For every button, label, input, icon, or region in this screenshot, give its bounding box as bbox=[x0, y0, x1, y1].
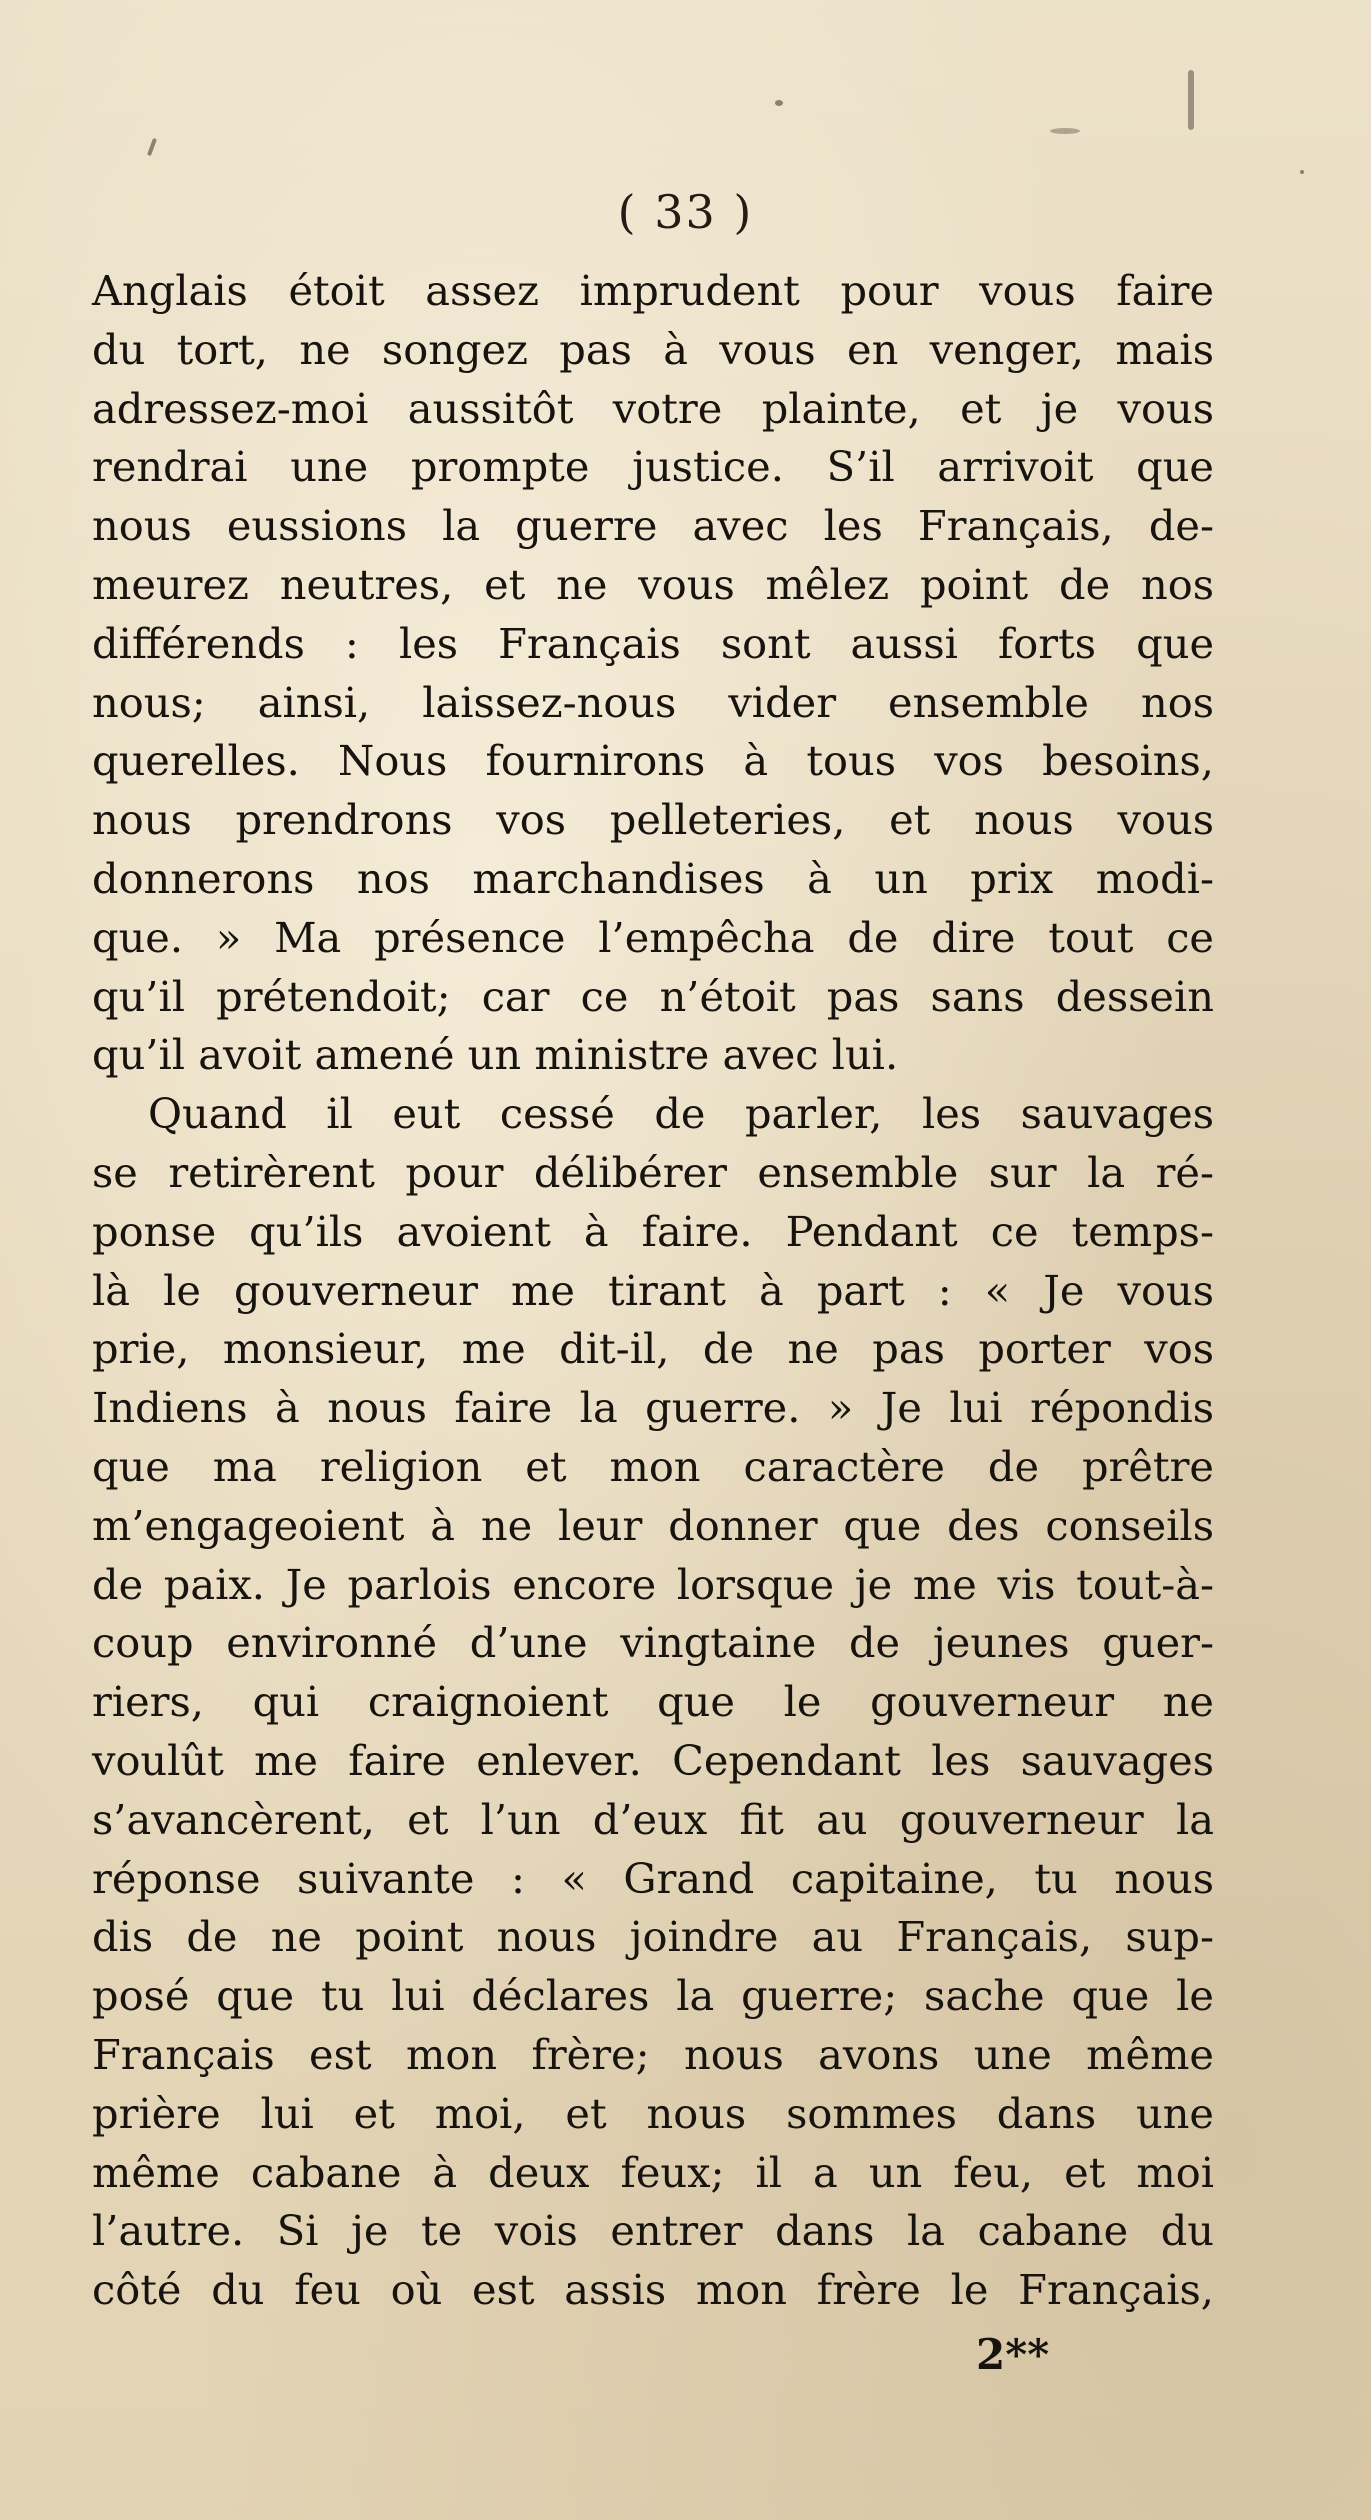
text-line: nous eussions la guerre avec les Français, de- bbox=[92, 501, 1214, 551]
text-line: donnerons nos marchandises à un prix modi- bbox=[92, 853, 1214, 903]
ink-speck bbox=[1188, 70, 1194, 130]
text-line: adressez-moi aussitôt votre plainte, et je vous bbox=[92, 383, 1214, 433]
text-line: prie, monsieur, me dit-il, de ne pas porter vos bbox=[92, 1324, 1214, 1374]
text-line: riers, qui craignoient que le gouverneur ne bbox=[92, 1677, 1214, 1727]
text-line: m’engageoient à ne leur donner que des conseils bbox=[92, 1500, 1214, 1550]
paragraph-first-line: Quand il eut cessé de parler, les sauvages bbox=[148, 1089, 1214, 1139]
text-line: rendrai une prompte justice. S’il arrivoit que bbox=[92, 442, 1214, 492]
text-line: se retirèrent pour délibérer ensemble sur la ré- bbox=[92, 1147, 1214, 1197]
text-line: nous; ainsi, laissez-nous vider ensemble nos bbox=[92, 677, 1214, 727]
text-line: prière lui et moi, et nous sommes dans une bbox=[92, 2088, 1214, 2138]
text-line: du tort, ne songez pas à vous en venger, mais bbox=[92, 324, 1214, 374]
text-line: côté du feu où est assis mon frère le Français, bbox=[92, 2265, 1214, 2315]
ink-speck bbox=[1300, 170, 1304, 174]
body-text bbox=[92, 262, 1214, 2320]
text-line: qu’il prétendoit; car ce n’étoit pas sans dessein bbox=[92, 971, 1214, 1021]
text-line: ponse qu’ils avoient à faire. Pendant ce temps- bbox=[92, 1206, 1214, 1256]
text-line: querelles. Nous fournirons à tous vos besoins, bbox=[92, 736, 1214, 786]
signature-mark: 2** bbox=[976, 2330, 1050, 2379]
text-line: nous prendrons vos pelleteries, et nous vous bbox=[92, 795, 1214, 845]
text-line: là le gouverneur me tirant à part : « Je vous bbox=[92, 1265, 1214, 1315]
text-line: qu’il avoit amené un ministre avec lui. bbox=[92, 1030, 899, 1080]
text-line: posé que tu lui déclares la guerre; sache que le bbox=[92, 1971, 1214, 2021]
page-number: ( 33 ) bbox=[617, 185, 754, 239]
ink-speck bbox=[1050, 128, 1080, 134]
text-line: coup environné d’une vingtaine de jeunes guer- bbox=[92, 1618, 1214, 1668]
text-line: réponse suivante : « Grand capitaine, tu nous bbox=[92, 1853, 1214, 1903]
text-line: différends : les Français sont aussi forts que bbox=[92, 618, 1214, 668]
text-line: que ma religion et mon caractère de prêtre bbox=[92, 1441, 1214, 1491]
text-line: dis de ne point nous joindre au Français, sup- bbox=[92, 1912, 1214, 1962]
ink-speck bbox=[147, 138, 157, 156]
text-line: que. » Ma présence l’empêcha de dire tout ce bbox=[92, 912, 1214, 962]
text-line: même cabane à deux feux; il a un feu, et moi bbox=[92, 2147, 1214, 2197]
text-line: Indiens à nous faire la guerre. » Je lui répondis bbox=[92, 1383, 1214, 1433]
text-line: s’avancèrent, et l’un d’eux fit au gouverneur la bbox=[92, 1794, 1214, 1844]
text-line: de paix. Je parlois encore lorsque je me vis tout-à- bbox=[92, 1559, 1214, 1609]
text-line: meurez neutres, et ne vous mêlez point de nos bbox=[92, 559, 1214, 609]
text-line: Anglais étoit assez imprudent pour vous faire bbox=[92, 266, 1214, 315]
text-line: Français est mon frère; nous avons une même bbox=[92, 2029, 1214, 2079]
text-line: voulût me faire enlever. Cependant les sauvages bbox=[92, 1735, 1214, 1785]
ink-speck bbox=[775, 100, 783, 106]
text-line: l’autre. Si je te vois entrer dans la cabane du bbox=[92, 2206, 1214, 2256]
